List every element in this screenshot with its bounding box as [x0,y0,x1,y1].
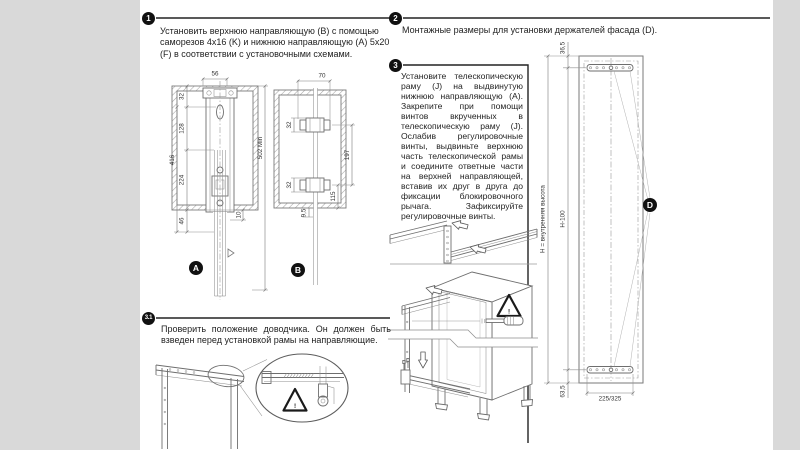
diagram-a [169,71,268,301]
dim-label: 36,5 [559,41,567,55]
svg-text:D: D [646,200,654,210]
direction-arrow-icon [419,352,428,368]
detail-circle [256,354,348,422]
step-3-text: Установите телескопическую раму (J) на выдвинутую нижнюю направляющую (A). Закрепите при помощи винтов вкрученных в телескопическую раму (J). Ослабив регулировочные винты, выдвиньте верхнюю часть телескопической рамы и соедините ответные части на верхней направляющей, вставив их друг в друга до фиксации блокировочного рычага. Зафиксируйте регулировочные винты. [401,71,523,221]
dim-label: 10 [235,211,243,219]
dim-label: H = внутренняя высота [539,185,547,253]
step-3-1-text: Проверить положение доводчика. Он должен быть взведен перед установкой рамы на направляющие. [161,324,391,346]
dim-label: 416 [169,154,176,166]
step-1-badge: 1 [142,12,155,25]
dim-label: 115 [330,191,337,202]
step-2-text: Монтажные размеры для установки держателей фасада (D). [402,25,658,35]
step-2-badge: 2 [389,12,402,25]
step31-illustration [156,354,348,449]
dim-label: 32 [286,181,293,189]
step-1-text: Установить верхнюю направляющую (B) с помощью саморезов 4x16 (K) и нижнюю направляющую (A) 5x20 (F) в соответствии с установочными схемами. [160,26,390,59]
dim-label: 56 [211,70,219,78]
dim-label: 32 [178,92,186,101]
facade-holder-bottom [587,367,633,374]
dim-label: 70 [318,72,326,80]
svg-text:!: ! [507,308,511,316]
step-3-1-badge: 3.1 [142,312,155,325]
badge-d [643,198,657,212]
svg-text:!: ! [293,403,297,410]
diagram-b [274,73,355,286]
dim-label: 63,5 [559,385,567,398]
dim-label: 224 [178,174,186,186]
dim-label: 46 [178,217,186,225]
facade-holder-top [587,65,633,72]
dim-label: 9,5 [300,208,308,218]
dim-label: 32 [286,121,293,129]
dim-label: 128 [178,123,186,134]
dim-label: 197 [344,149,351,161]
badge-b [291,263,305,277]
step3-illustration [388,219,538,420]
step-3-badge: 3 [389,59,402,72]
latch-marker [228,249,234,257]
dim-label: H-100 [559,210,567,228]
svg-text:B: B [294,265,302,275]
dim-label: 225/325 [598,395,622,403]
badge-a [189,261,203,275]
svg-text:A: A [192,263,200,273]
dim-label: 502 Min [257,136,264,160]
diagram-d [540,41,658,402]
